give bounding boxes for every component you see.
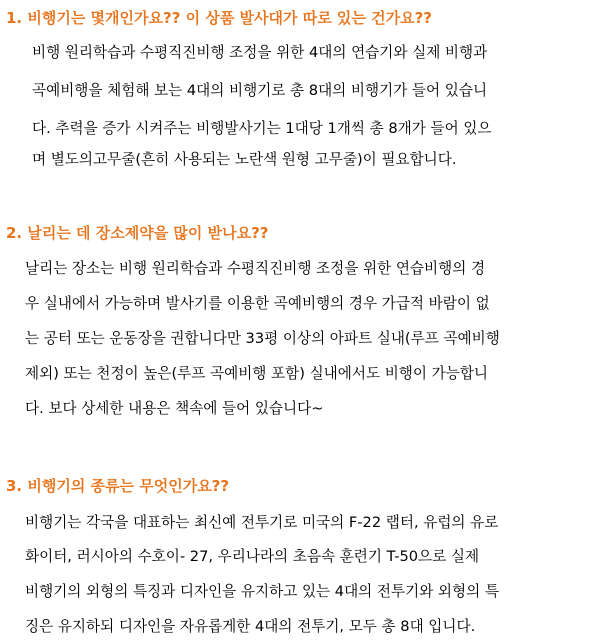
faq-answer-1-line-3: 다. 추력을 증가 시켜주는 비행발사기는 1대당 1개씩 총 8개가 들어 있으 [32, 120, 492, 137]
faq-answer-1-line-2: 곡예비행을 체험해 보는 4대의 비행기로 총 8대의 비행기가 들어 있습니 [32, 82, 488, 99]
faq-question-1: 1. 비행기는 몇개인가요?? 이 상품 발사대가 따로 있는 건가요?? [6, 9, 432, 27]
faq-answer-2-line-3: 는 공터 또는 운동장을 권합니다만 33평 이상의 아파트 실내(루프 곡예비행 [25, 330, 500, 347]
faq-question-2: 2. 날리는 데 장소제약을 많이 받나요?? [6, 224, 269, 242]
faq-answer-3-line-4: 징은 유지하되 디자인을 자유롭게한 4대의 전투기, 모두 총 8대 입니다. [25, 618, 476, 635]
faq-answer-2-line-5: 다. 보다 상세한 내용은 책속에 들어 있습니다~ [25, 400, 324, 417]
faq-answer-2-line-2: 우 실내에서 가능하며 발사기를 이용한 곡예비행의 경우 가급적 바람이 없 [25, 295, 490, 312]
faq-answer-3-line-3: 비행기의 외형의 특징과 디자인을 유지하고 있는 4대의 전투기와 외형의 특 [25, 583, 499, 600]
faq-question-3: 3. 비행기의 종류는 무엇인가요?? [6, 477, 230, 495]
faq-answer-3-line-2: 화이터, 러시아의 수호이- 27, 우리나라의 초음속 훈련기 T-50으로 실제 [25, 548, 480, 565]
faq-answer-1-line-4: 며 별도의고무줄(흔히 사용되는 노란색 원형 고무줄)이 필요합니다. [32, 151, 457, 168]
faq-answer-2-line-4: 제외) 또는 천정이 높은(루프 곡예비행 포함) 실내에서도 비행이 가능합니 [25, 365, 489, 382]
faq-answer-1-line-1: 비행 원리학습과 수평직진비행 조정을 위한 4대의 연습기와 실제 비행과 [32, 44, 488, 61]
faq-answer-2-line-1: 날리는 장소는 비행 원리학습과 수평직진비행 조정을 위한 연습비행의 경 [25, 260, 486, 277]
faq-answer-3-line-1: 비행기는 각국을 대표하는 최신예 전투기로 미국의 F-22 랩터, 유럽의 유로 [25, 514, 499, 531]
